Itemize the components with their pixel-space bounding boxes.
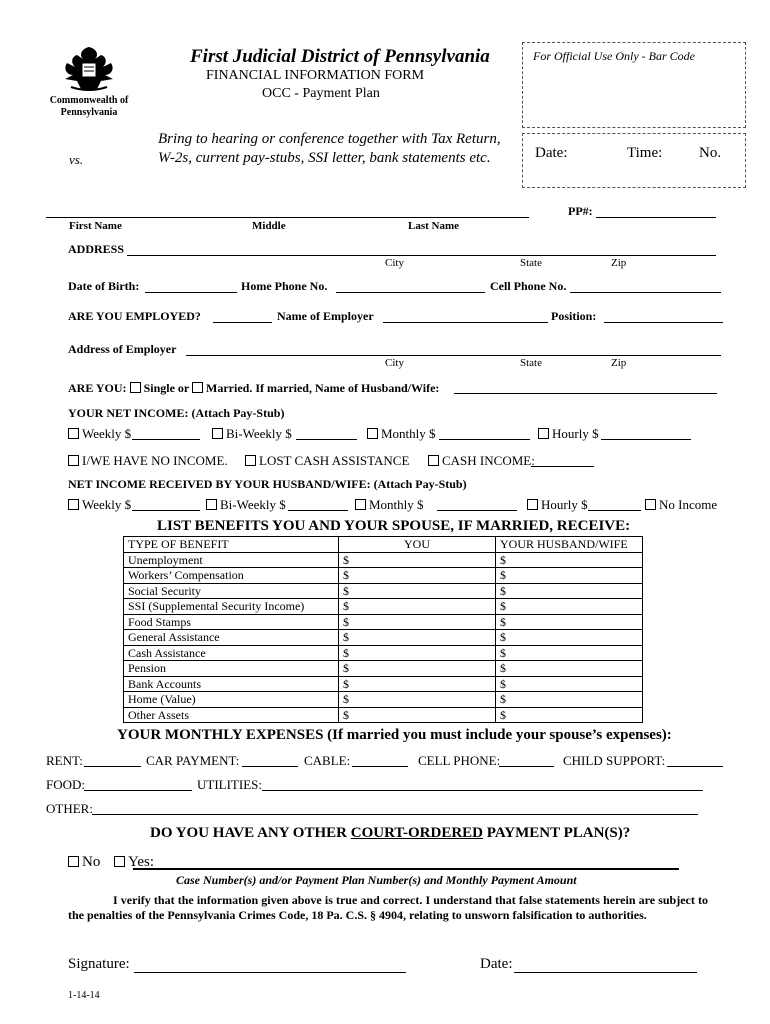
- benefit-type: SSI (Supplemental Security Income): [124, 599, 339, 615]
- benefit-spouse-amount[interactable]: $: [496, 568, 643, 584]
- utilities-field[interactable]: [262, 790, 703, 791]
- lost-cash-label: LOST CASH ASSISTANCE: [259, 453, 410, 468]
- court-ordered-question: [150, 825, 630, 842]
- s-hourly-field[interactable]: [588, 510, 641, 511]
- benefit-type: Social Security: [124, 583, 339, 599]
- spouse-name-field[interactable]: [454, 393, 717, 394]
- monthly-field[interactable]: [439, 439, 530, 440]
- employer-name-label: Name of Employer: [277, 309, 374, 323]
- instruction-line2: W-2s, current pay-stubs, SSI letter, bank statements etc.: [158, 150, 491, 166]
- table-row: [124, 645, 643, 661]
- city-label: City: [385, 257, 404, 269]
- s-hourly-option: [527, 497, 588, 513]
- yes-checkbox[interactable]: [114, 856, 125, 867]
- rent-label: RENT:: [46, 753, 83, 768]
- no-checkbox[interactable]: [68, 856, 79, 867]
- signature-field[interactable]: [134, 972, 406, 973]
- cable-label: CABLE:: [304, 753, 351, 768]
- pp-field[interactable]: [596, 217, 716, 218]
- pp-label: PP#:: [568, 204, 593, 218]
- position-field[interactable]: [604, 322, 723, 323]
- s-weekly-field[interactable]: [132, 510, 200, 511]
- s-hourly-label: Hourly $: [541, 497, 588, 512]
- court-ordered-post: PAYMENT PLAN(S)?: [483, 825, 631, 841]
- time-label: Time:: [627, 145, 663, 161]
- instruction-line1: Bring to hearing or conference together with Tax Return,: [158, 131, 501, 147]
- benefit-spouse-amount[interactable]: $: [496, 661, 643, 677]
- date-time-box: [522, 133, 746, 188]
- other-field[interactable]: [92, 814, 698, 815]
- s-biweekly-option: [206, 497, 286, 513]
- table-row: [124, 692, 643, 708]
- cash-income-label: CASH INCOME:: [442, 453, 535, 468]
- net-income-title: YOUR NET INCOME: (Attach Pay-Stub): [68, 406, 285, 420]
- benefit-type: General Assistance: [124, 630, 339, 646]
- court-title: First Judicial District of Pennsylvania: [190, 46, 490, 67]
- cell-field[interactable]: [499, 766, 554, 767]
- s-monthly-checkbox[interactable]: [355, 499, 366, 510]
- benefit-type: Workers’ Compensation: [124, 568, 339, 584]
- name-field[interactable]: [46, 217, 529, 218]
- s-monthly-field[interactable]: [437, 510, 517, 511]
- zip-label: Zip: [611, 257, 627, 269]
- benefit-type: Cash Assistance: [124, 645, 339, 661]
- benefit-spouse-amount[interactable]: $: [496, 645, 643, 661]
- benefits-title: LIST BENEFITS YOU AND YOUR SPOUSE, IF MARRIED, RECEIVE:: [157, 518, 631, 534]
- weekly-field[interactable]: [132, 439, 200, 440]
- no-income-option: [68, 453, 228, 469]
- lost-cash-checkbox[interactable]: [245, 455, 256, 466]
- s-biweekly-field[interactable]: [288, 510, 348, 511]
- state2-label: State: [520, 357, 542, 369]
- cable-field[interactable]: [352, 766, 408, 767]
- benefit-spouse-amount[interactable]: $: [496, 614, 643, 630]
- table-row: [124, 614, 643, 630]
- official-use-box: [522, 42, 746, 128]
- signature-date-field[interactable]: [514, 972, 697, 973]
- benefits-header-type: TYPE OF BENEFIT: [124, 537, 339, 553]
- dob-label: Date of Birth:: [68, 279, 140, 293]
- dob-field[interactable]: [145, 292, 237, 293]
- hourly-field[interactable]: [601, 439, 691, 440]
- are-you-label: ARE YOU:: [68, 381, 127, 395]
- no-option: [68, 854, 100, 871]
- form-subtitle: OCC - Payment Plan: [262, 86, 380, 101]
- benefit-you-amount[interactable]: $: [339, 645, 496, 661]
- s-weekly-label: Weekly $: [82, 497, 132, 512]
- cash-income-option: [428, 453, 535, 469]
- case-number-field[interactable]: [133, 868, 679, 870]
- food-label: FOOD:: [46, 777, 86, 792]
- child-support-field[interactable]: [667, 766, 723, 767]
- hourly-label: Hourly $: [552, 426, 599, 441]
- benefit-you-amount[interactable]: $: [339, 599, 496, 615]
- car-field[interactable]: [242, 766, 298, 767]
- zip2-label: Zip: [611, 357, 627, 369]
- vs-label: vs.: [69, 152, 84, 167]
- married-checkbox[interactable]: [192, 382, 203, 393]
- benefits-header-spouse: YOUR HUSBAND/WIFE: [496, 537, 643, 553]
- s-monthly-label: Monthly $: [369, 497, 424, 512]
- cell-label: CELL PHONE:: [418, 753, 501, 768]
- expenses-title: YOUR MONTHLY EXPENSES (If married you must include your spouse’s expenses):: [117, 727, 672, 743]
- first-name-label: First Name: [69, 220, 122, 232]
- form-title: FINANCIAL INFORMATION FORM: [206, 68, 425, 83]
- benefit-you-amount[interactable]: $: [339, 583, 496, 599]
- commonwealth-line1: Commonwealth of: [49, 95, 129, 106]
- cash-income-field[interactable]: [531, 466, 594, 467]
- no-label: No: [82, 854, 101, 870]
- verification-text: I verify that the information given above is true and correct. I understand that false statements herein are subject to the penalties of the Pennsylvania Crimes Code, 18 Pa. C.S. § 4904, relating to unsworn falsification to authorities.: [68, 893, 708, 922]
- benefit-spouse-amount[interactable]: $: [496, 552, 643, 568]
- single-checkbox[interactable]: [130, 382, 141, 393]
- last-name-label: Last Name: [408, 220, 460, 232]
- benefit-you-amount[interactable]: $: [339, 692, 496, 708]
- table-row: [124, 707, 643, 723]
- benefit-type: Pension: [124, 661, 339, 677]
- s-biweekly-label: Bi-Weekly $: [220, 497, 286, 512]
- table-row: [124, 661, 643, 677]
- benefits-table: [123, 536, 643, 723]
- benefit-type: Other Assets: [124, 707, 339, 723]
- benefit-you-amount[interactable]: $: [339, 614, 496, 630]
- home-phone-field[interactable]: [336, 292, 485, 293]
- marital-status-row: [68, 381, 439, 396]
- s-no-income-checkbox[interactable]: [645, 499, 656, 510]
- benefit-spouse-amount[interactable]: $: [496, 630, 643, 646]
- child-support-label: CHILD SUPPORT:: [563, 753, 666, 768]
- s-no-income-option: [645, 497, 717, 513]
- benefit-you-amount[interactable]: $: [339, 661, 496, 677]
- s-no-income-label: No Income: [659, 497, 718, 512]
- benefit-you-amount[interactable]: $: [339, 568, 496, 584]
- weekly-checkbox[interactable]: [68, 428, 79, 439]
- utilities-label: UTILITIES:: [197, 777, 262, 792]
- signature-date-label: Date:: [480, 956, 513, 972]
- monthly-checkbox[interactable]: [367, 428, 378, 439]
- benefit-you-amount[interactable]: $: [339, 707, 496, 723]
- spouse-income-title: NET INCOME RECEIVED BY YOUR HUSBAND/WIFE: (Attach Pay-Stub): [68, 477, 467, 491]
- table-row: [124, 599, 643, 615]
- benefit-spouse-amount[interactable]: $: [496, 676, 643, 692]
- weekly-option: [68, 426, 131, 442]
- s-weekly-checkbox[interactable]: [68, 499, 79, 510]
- benefit-type: Food Stamps: [124, 614, 339, 630]
- car-label: CAR PAYMENT:: [146, 753, 240, 768]
- yes-label: Yes:: [128, 854, 154, 870]
- form-code: 1-14-14: [68, 990, 100, 1001]
- employer-name-field[interactable]: [383, 322, 548, 323]
- table-row: [124, 676, 643, 692]
- s-monthly-option: [355, 497, 424, 513]
- benefit-you-amount[interactable]: $: [339, 630, 496, 646]
- s-hourly-checkbox[interactable]: [527, 499, 538, 510]
- other-label: OTHER:: [46, 801, 93, 816]
- address-label: ADDRESS: [68, 242, 125, 256]
- middle-label: Middle: [252, 220, 286, 232]
- table-row: [124, 552, 643, 568]
- benefit-you-amount[interactable]: $: [339, 676, 496, 692]
- employer-address-field[interactable]: [186, 355, 721, 356]
- biweekly-option: [212, 426, 292, 442]
- official-use-label: For Official Use Only - Bar Code: [533, 49, 695, 63]
- benefit-spouse-amount[interactable]: $: [496, 599, 643, 615]
- benefit-spouse-amount[interactable]: $: [496, 707, 643, 723]
- lost-cash-option: [245, 453, 409, 469]
- hourly-option: [538, 426, 599, 442]
- cash-income-checkbox[interactable]: [428, 455, 439, 466]
- case-note: Case Number(s) and/or Payment Plan Number(s) and Monthly Payment Amount: [176, 873, 577, 887]
- biweekly-field[interactable]: [296, 439, 357, 440]
- commonwealth-line2: Pennsylvania: [60, 107, 118, 118]
- biweekly-checkbox[interactable]: [212, 428, 223, 439]
- benefit-spouse-amount[interactable]: $: [496, 692, 643, 708]
- hourly-checkbox[interactable]: [538, 428, 549, 439]
- monthly-label: Monthly $: [381, 426, 436, 441]
- pennsylvania-seal-icon: [57, 45, 121, 93]
- s-biweekly-checkbox[interactable]: [206, 499, 217, 510]
- s-weekly-option: [68, 497, 131, 513]
- no-income-label: I/WE HAVE NO INCOME.: [82, 453, 228, 468]
- table-row: [124, 583, 643, 599]
- married-label: Married. If married, Name of Husband/Wife:: [206, 381, 440, 395]
- single-label: Single or: [143, 381, 190, 395]
- weekly-label: Weekly $: [82, 426, 132, 441]
- benefit-type: Home (Value): [124, 692, 339, 708]
- biweekly-label: Bi-Weekly $: [226, 426, 292, 441]
- monthly-option: [367, 426, 436, 442]
- no-label: No.: [699, 145, 722, 161]
- court-ordered-pre: DO YOU HAVE ANY OTHER: [150, 825, 351, 841]
- benefit-type: Bank Accounts: [124, 676, 339, 692]
- benefits-header-row: [124, 537, 643, 553]
- benefits-header-you: YOU: [339, 537, 496, 553]
- position-label: Position:: [551, 309, 597, 323]
- food-field[interactable]: [84, 790, 192, 791]
- city2-label: City: [385, 357, 404, 369]
- court-ordered-underlined: COURT-ORDERED: [350, 825, 484, 841]
- employed-field[interactable]: [213, 322, 272, 323]
- cell-phone-label: Cell Phone No.: [490, 279, 567, 293]
- table-row: [124, 630, 643, 646]
- employer-address-label: Address of Employer: [68, 342, 177, 356]
- employed-label: ARE YOU EMPLOYED?: [68, 309, 201, 323]
- cell-phone-field[interactable]: [570, 292, 721, 293]
- home-phone-label: Home Phone No.: [241, 279, 328, 293]
- signature-label: Signature:: [68, 956, 130, 972]
- benefit-spouse-amount[interactable]: $: [496, 583, 643, 599]
- state-label: State: [520, 257, 542, 269]
- table-row: [124, 568, 643, 584]
- date-label: Date:: [535, 145, 568, 161]
- rent-field[interactable]: [84, 766, 141, 767]
- benefit-you-amount[interactable]: $: [339, 552, 496, 568]
- benefit-type: Unemployment: [124, 552, 339, 568]
- address-field[interactable]: [127, 255, 716, 256]
- no-income-checkbox[interactable]: [68, 455, 79, 466]
